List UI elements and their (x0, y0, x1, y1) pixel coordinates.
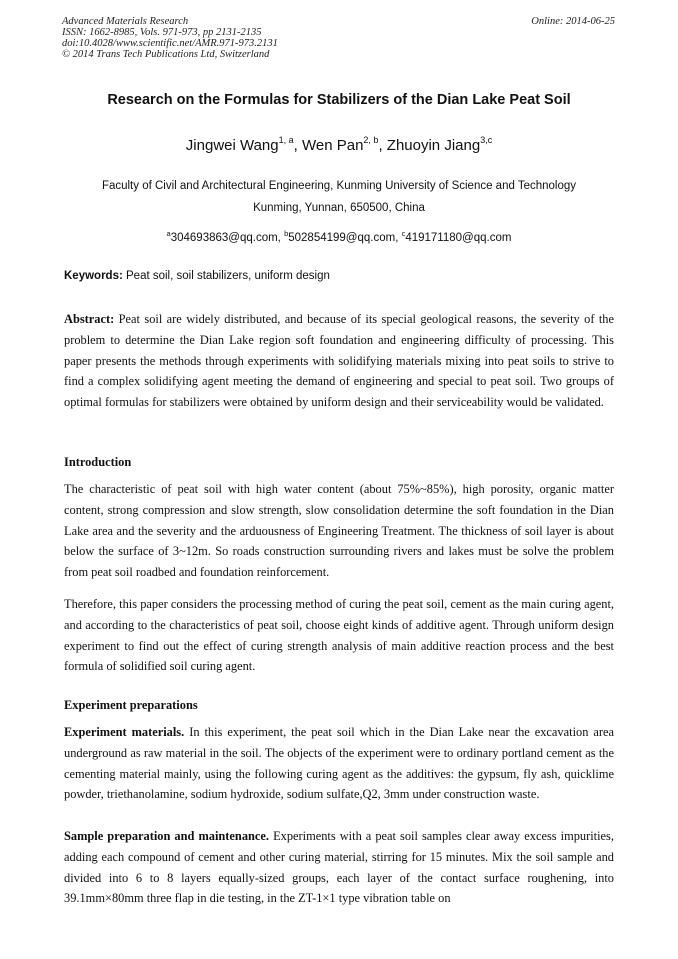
materials-text: In this experiment, the peat soil which in the Dian Lake near the excavation area underground as raw material in the soil. The objects of the experiment were to ordinary portland cement as the cementing material mainly, using the following curing agent as the additives: the gypsum, fly ash, quicklime powder, triethanolamine, sodium hydroxide, sodium sulfate,Q2, 3mm under construction waste. (64, 725, 614, 802)
sample-preparation-paragraph (64, 826, 614, 909)
author-affiliation-mark: 3,c (480, 135, 493, 145)
author-name: Wen Pan (301, 137, 364, 154)
keywords-label: Keywords: (64, 270, 123, 282)
author-name: Zhuoyin Jiang (386, 137, 481, 154)
abstract-text: Peat soil are widely distributed, and because of its special geological reasons, the severity of the problem to determine the Dian Lake region soft foundation and engineering difficulty of processing. This paper presents the methods through experiments with solidifying materials mixing into peat soils to strive to find a complex solidifying agent meeting the demand of engineering and special to peat soil. Two groups of optimal formulas for stabilizers were obtained by uniform design and their serviceability would be validated. (64, 312, 614, 410)
keywords (64, 270, 330, 282)
experiment-materials-paragraph (64, 722, 614, 805)
email-address[interactable]: 502854199@qq.com (288, 232, 396, 244)
email-list: $^a$304693863@qq.com, $^b$502854199@qq.com, $^c$419171180@qq.com (166, 229, 512, 244)
doi-line: doi:10.4028/www.scientific.net/AMR.971-973.2131 (62, 38, 278, 49)
issn-line: ISSN: 1662-8985, Vols. 971-973, pp 2131-2135 (62, 27, 262, 38)
affiliation-line: Faculty of Civil and Architectural Engineering, Kunming University of Science and Technology (101, 180, 577, 192)
journal-name: Advanced Materials Research (62, 16, 189, 27)
author-list: Jingwei Wang$^{1, a}$, Wen Pan$^{2, b}$, Zhuoyin Jiang$^{3,c}$ (185, 135, 493, 154)
affiliation (0, 176, 678, 219)
affiliation-line: Kunming, Yunnan, 650500, China (253, 201, 425, 214)
introduction-paragraph: Therefore, this paper considers the processing method of curing the peat soil, cement as the main curing agent, and according to the characteristics of peat soil, choose eight kinds of additive agent. Through uniform design experiment to find out the effect of curing strength analysis of main additive reaction process and the best formula of solidified soil curing agent. (64, 597, 614, 674)
author-affiliation-mark: 1, a (278, 135, 294, 145)
email-address[interactable]: 304693863@qq.com (170, 232, 278, 244)
email-mark: c (401, 229, 406, 238)
email-address[interactable]: 419171180@qq.com (405, 232, 512, 244)
abstract (64, 309, 614, 413)
email-mark: b (284, 229, 289, 238)
paper-title: Research on the Formulas for Stabilizers of the Dian Lake Peat Soil (107, 92, 571, 108)
sample-label: Sample preparation and maintenance. (64, 829, 270, 843)
section-heading-experiment: Experiment preparations (64, 698, 198, 712)
author-name: Jingwei Wang (185, 137, 279, 154)
author-affiliation-mark: 2, b (363, 135, 379, 145)
abstract-label: Abstract: (64, 312, 115, 326)
section-heading-introduction: Introduction (64, 455, 132, 469)
copyright-line: © 2014 Trans Tech Publications Ltd, Switzerland (62, 49, 270, 60)
online-date: Online: 2014-06-25 (531, 16, 615, 27)
keywords-text: Peat soil, soil stabilizers, uniform design (126, 270, 330, 282)
email-mark: a (166, 229, 171, 238)
journal-header (62, 16, 278, 60)
sample-text: Experiments with a peat soil samples clear away excess impurities, adding each compound of cement and other curing material, stirring for 15 minutes. Mix the soil sample and divided into 6 to 8 layers equally-sized groups, each layer of the contact surface roughening, into 39.1mm×80mm three flap in die testing, in the ZT-1×1 type vibration table on (64, 829, 614, 906)
introduction-paragraph: The characteristic of peat soil with high water content (about 75%~85%), high porosity, organic matter content, strong compression and slow strength, slow consolidation determine the soft foundation in the Dian Lake area and the severity and the arduousness of Engineering Treatment. The thickness of soil layer is about below the surface of 3~12m. So roads construction surrounding rivers and lakes must be solve the problem from peat soil roadbed and foundation reinforcement. (64, 482, 614, 580)
materials-label: Experiment materials. (64, 725, 185, 739)
